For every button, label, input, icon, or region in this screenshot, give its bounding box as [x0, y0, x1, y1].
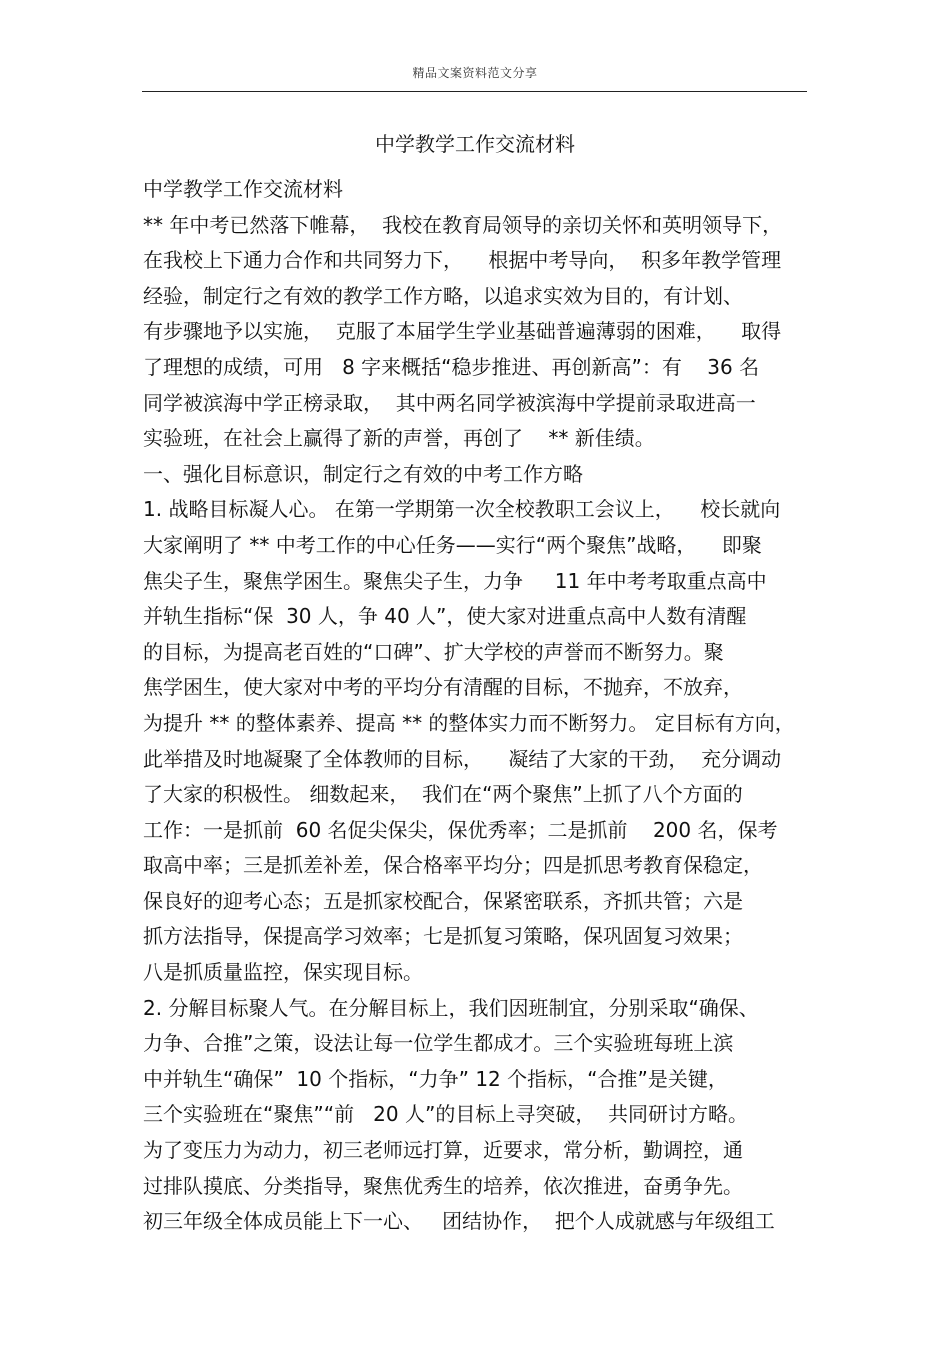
body-line: 中并轨生“确保” 10 个指标，“力争” 12 个指标，“合推”是关键，: [143, 1066, 728, 1091]
body-line: 一、强化目标意识，制定行之有效的中考工作方略: [143, 461, 583, 486]
body-line: 初三年级全体成员能上下一心、 团结协作， 把个人成就感与年级组工: [143, 1209, 775, 1234]
body-line: 为了变压力为动力，初三老师远打算，近要求，常分析，勤调控，通: [143, 1138, 743, 1163]
body-line: 为提升 ** 的整体素养、提高 ** 的整体实力而不断努力。 定目标有方向，: [143, 710, 795, 735]
body-line: 焦学困生，使大家对中考的平均分有清醒的目标，不抛弃，不放弃，: [143, 675, 743, 700]
body-line: ** 年中考已然落下帷幕， 我校在教育局领导的亲切关怀和英明领导下，: [143, 212, 783, 237]
body-line: 1. 战略目标凝人心。 在第一学期第一次全校教职工会议上， 校长就向: [143, 497, 781, 522]
body-line: 并轨生指标“保 30 人，争 40 人”，使大家对进重点高中人数有清醒: [143, 604, 747, 629]
body-line: 焦尖子生，聚焦学困生。聚焦尖子生，力争 11 年中考考取重点高中: [143, 568, 767, 593]
body-line: 的目标，为提高老百姓的“口碑”、扩大学校的声誉而不断努力。聚: [143, 639, 724, 664]
body-line: 经验，制定行之有效的教学工作方略，以追求实效为目的，有计划、: [143, 283, 743, 308]
body-line: 有步骤地予以实施， 克服了本届学生学业基础普遍薄弱的困难， 取得: [143, 319, 782, 344]
body-line: 实验班，在社会上赢得了新的声誉，再创了 ** 新佳绩。: [143, 426, 655, 451]
header-divider: [142, 91, 807, 92]
body-line: 了大家的积极性。 细数起来， 我们在“两个聚焦”上抓了八个方面的: [143, 782, 743, 807]
body-line: 过排队摸底、分类指导，聚焦优秀生的培养，依次推进，奋勇争先。: [143, 1173, 743, 1198]
body-line: 大家阐明了 ** 中考工作的中心任务——实行“两个聚焦”战略， 即聚: [143, 532, 762, 557]
body-line: 三个实验班在“聚焦”“前 20 人”的目标上寻突破， 共同研讨方略。: [143, 1102, 749, 1127]
body-line: 工作：一是抓前 60 名促尖保尖，保优秀率；二是抓前 200 名，保考: [143, 817, 778, 842]
body-line: 抓方法指导，保提高学习效率；七是抓复习策略，保巩固复习效果；: [143, 924, 743, 949]
document-body: [143, 172, 813, 1240]
body-line: 2. 分解目标聚人气。在分解目标上，我们因班制宜，分别采取“确保、: [143, 995, 759, 1020]
page-header: 精品文案资料范文分享: [412, 66, 538, 80]
body-line: 保良好的迎考心态；五是抓家校配合，保紧密联系，齐抓共管；六是: [143, 888, 743, 913]
body-line: 此举措及时地凝聚了全体教师的目标， 凝结了大家的干劲， 充分调动: [143, 746, 782, 771]
body-line: 在我校上下通力合作和共同努力下， 根据中考导向， 积多年教学管理: [143, 248, 782, 273]
body-line: 取高中率；三是抓差补差，保合格率平均分；四是抓思考教育保稳定，: [143, 853, 763, 878]
document-title: 中学教学工作交流材料: [375, 132, 575, 156]
body-line: 力争、合推”之策，设法让每一位学生都成才。三个实验班每班上滨: [143, 1031, 734, 1056]
body-line: 同学被滨海中学正榜录取， 其中两名同学被滨海中学提前录取进高一: [143, 390, 756, 415]
body-line: 八是抓质量监控，保实现目标。: [143, 960, 423, 985]
body-line: 中学教学工作交流材料: [143, 177, 343, 201]
body-line: 了理想的成绩，可用 8 字来概括“稳步推进、再创新高”：有 36 名: [143, 354, 760, 379]
